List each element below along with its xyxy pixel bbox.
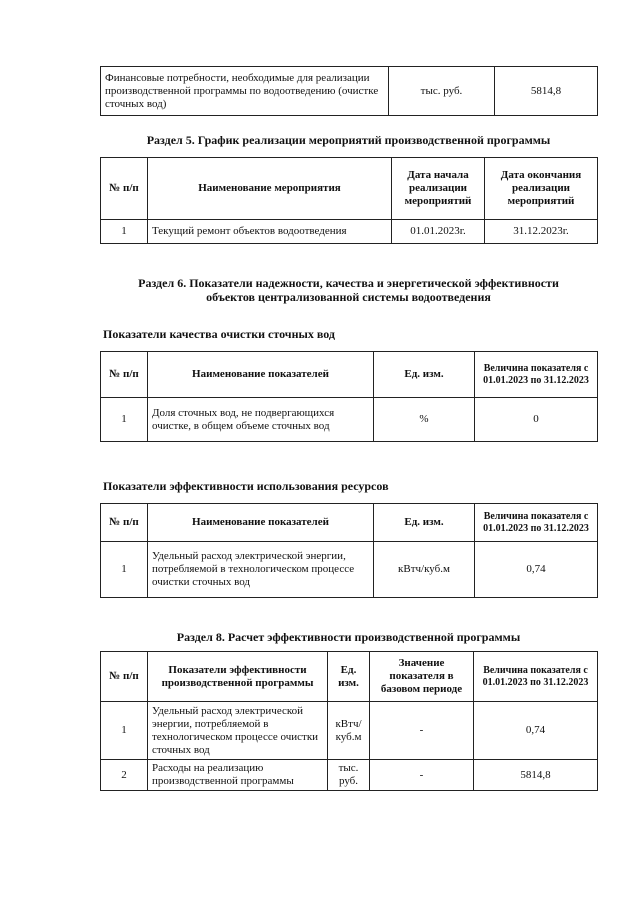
col-unit: Ед. изм. [328,652,370,702]
col-unit: Ед. изм. [374,504,475,542]
col-num: № п/п [101,504,148,542]
col-num: № п/п [101,352,148,398]
table-header-row [101,504,598,542]
finance-description: Финансовые потребности, необходимые для реализации производственной программы по водоотведению (очистке сточных вод) [101,67,389,116]
col-value: Величина показателя с 01.01.2023 по 31.12.2023 [475,504,598,542]
table-row: 1 Текущий ремонт объектов водоотведения 01.01.2023г. 31.12.2023г. [101,220,598,244]
finance-unit: тыс. руб. [389,67,495,116]
finance-value: 5814,8 [495,67,598,116]
table-row: 1 Удельный расход электрической энергии, потребляемой в технологическом процессе очистки сточных вод кВтч/куб.м 0,74 [101,542,598,598]
col-value: Величина показателя с 01.01.2023 по 31.12.2023 [474,652,598,702]
finance-table [100,66,598,116]
section8-title: Раздел 8. Расчет эффективности производственной программы [176,630,521,644]
col-num: № п/п [101,158,148,220]
col-value: Величина показателя с 01.01.2023 по 31.12.2023 [475,352,598,398]
section5-title: Раздел 5. График реализации мероприятий производственной программы [146,133,551,147]
col-base: Значение показателя в базовом периоде [370,652,474,702]
table-row: 1 Удельный расход электрической энергии, потребляемой в технологическом процессе очистки сточных вод кВтч/ куб.м - 0,74 [101,702,598,760]
section8-table [100,651,598,791]
col-name: Наименование мероприятия [148,158,392,220]
efficiency-title: Показатели эффективности использования ресурсов [103,479,389,493]
col-num: № п/п [101,652,148,702]
table-header-row [101,352,598,398]
col-end: Дата окончания реализации мероприятий [485,158,598,220]
table-row: 2 Расходы на реализацию производственной программы тыс. руб. - 5814,8 [101,760,598,791]
quality-title: Показатели качества очистки сточных вод [103,327,335,341]
table-header-row [101,158,598,220]
table-row [101,67,598,116]
col-start: Дата начала реализации мероприятий [392,158,485,220]
quality-table [100,351,598,442]
efficiency-table [100,503,598,598]
col-name: Наименование показателей [148,504,374,542]
col-name: Показатели эффективности производственной программы [148,652,328,702]
table-header-row [101,652,598,702]
col-name: Наименование показателей [148,352,374,398]
section6-title-line2: объектов централизованной системы водоотведения [206,290,491,304]
section6-title-line1: Раздел 6. Показатели надежности, качества и энергетической эффективности [138,276,559,290]
col-unit: Ед. изм. [374,352,475,398]
table-row: 1 Доля сточных вод, не подвергающихся очистке, в общем объеме сточных вод % 0 [101,398,598,442]
section5-table [100,157,598,244]
